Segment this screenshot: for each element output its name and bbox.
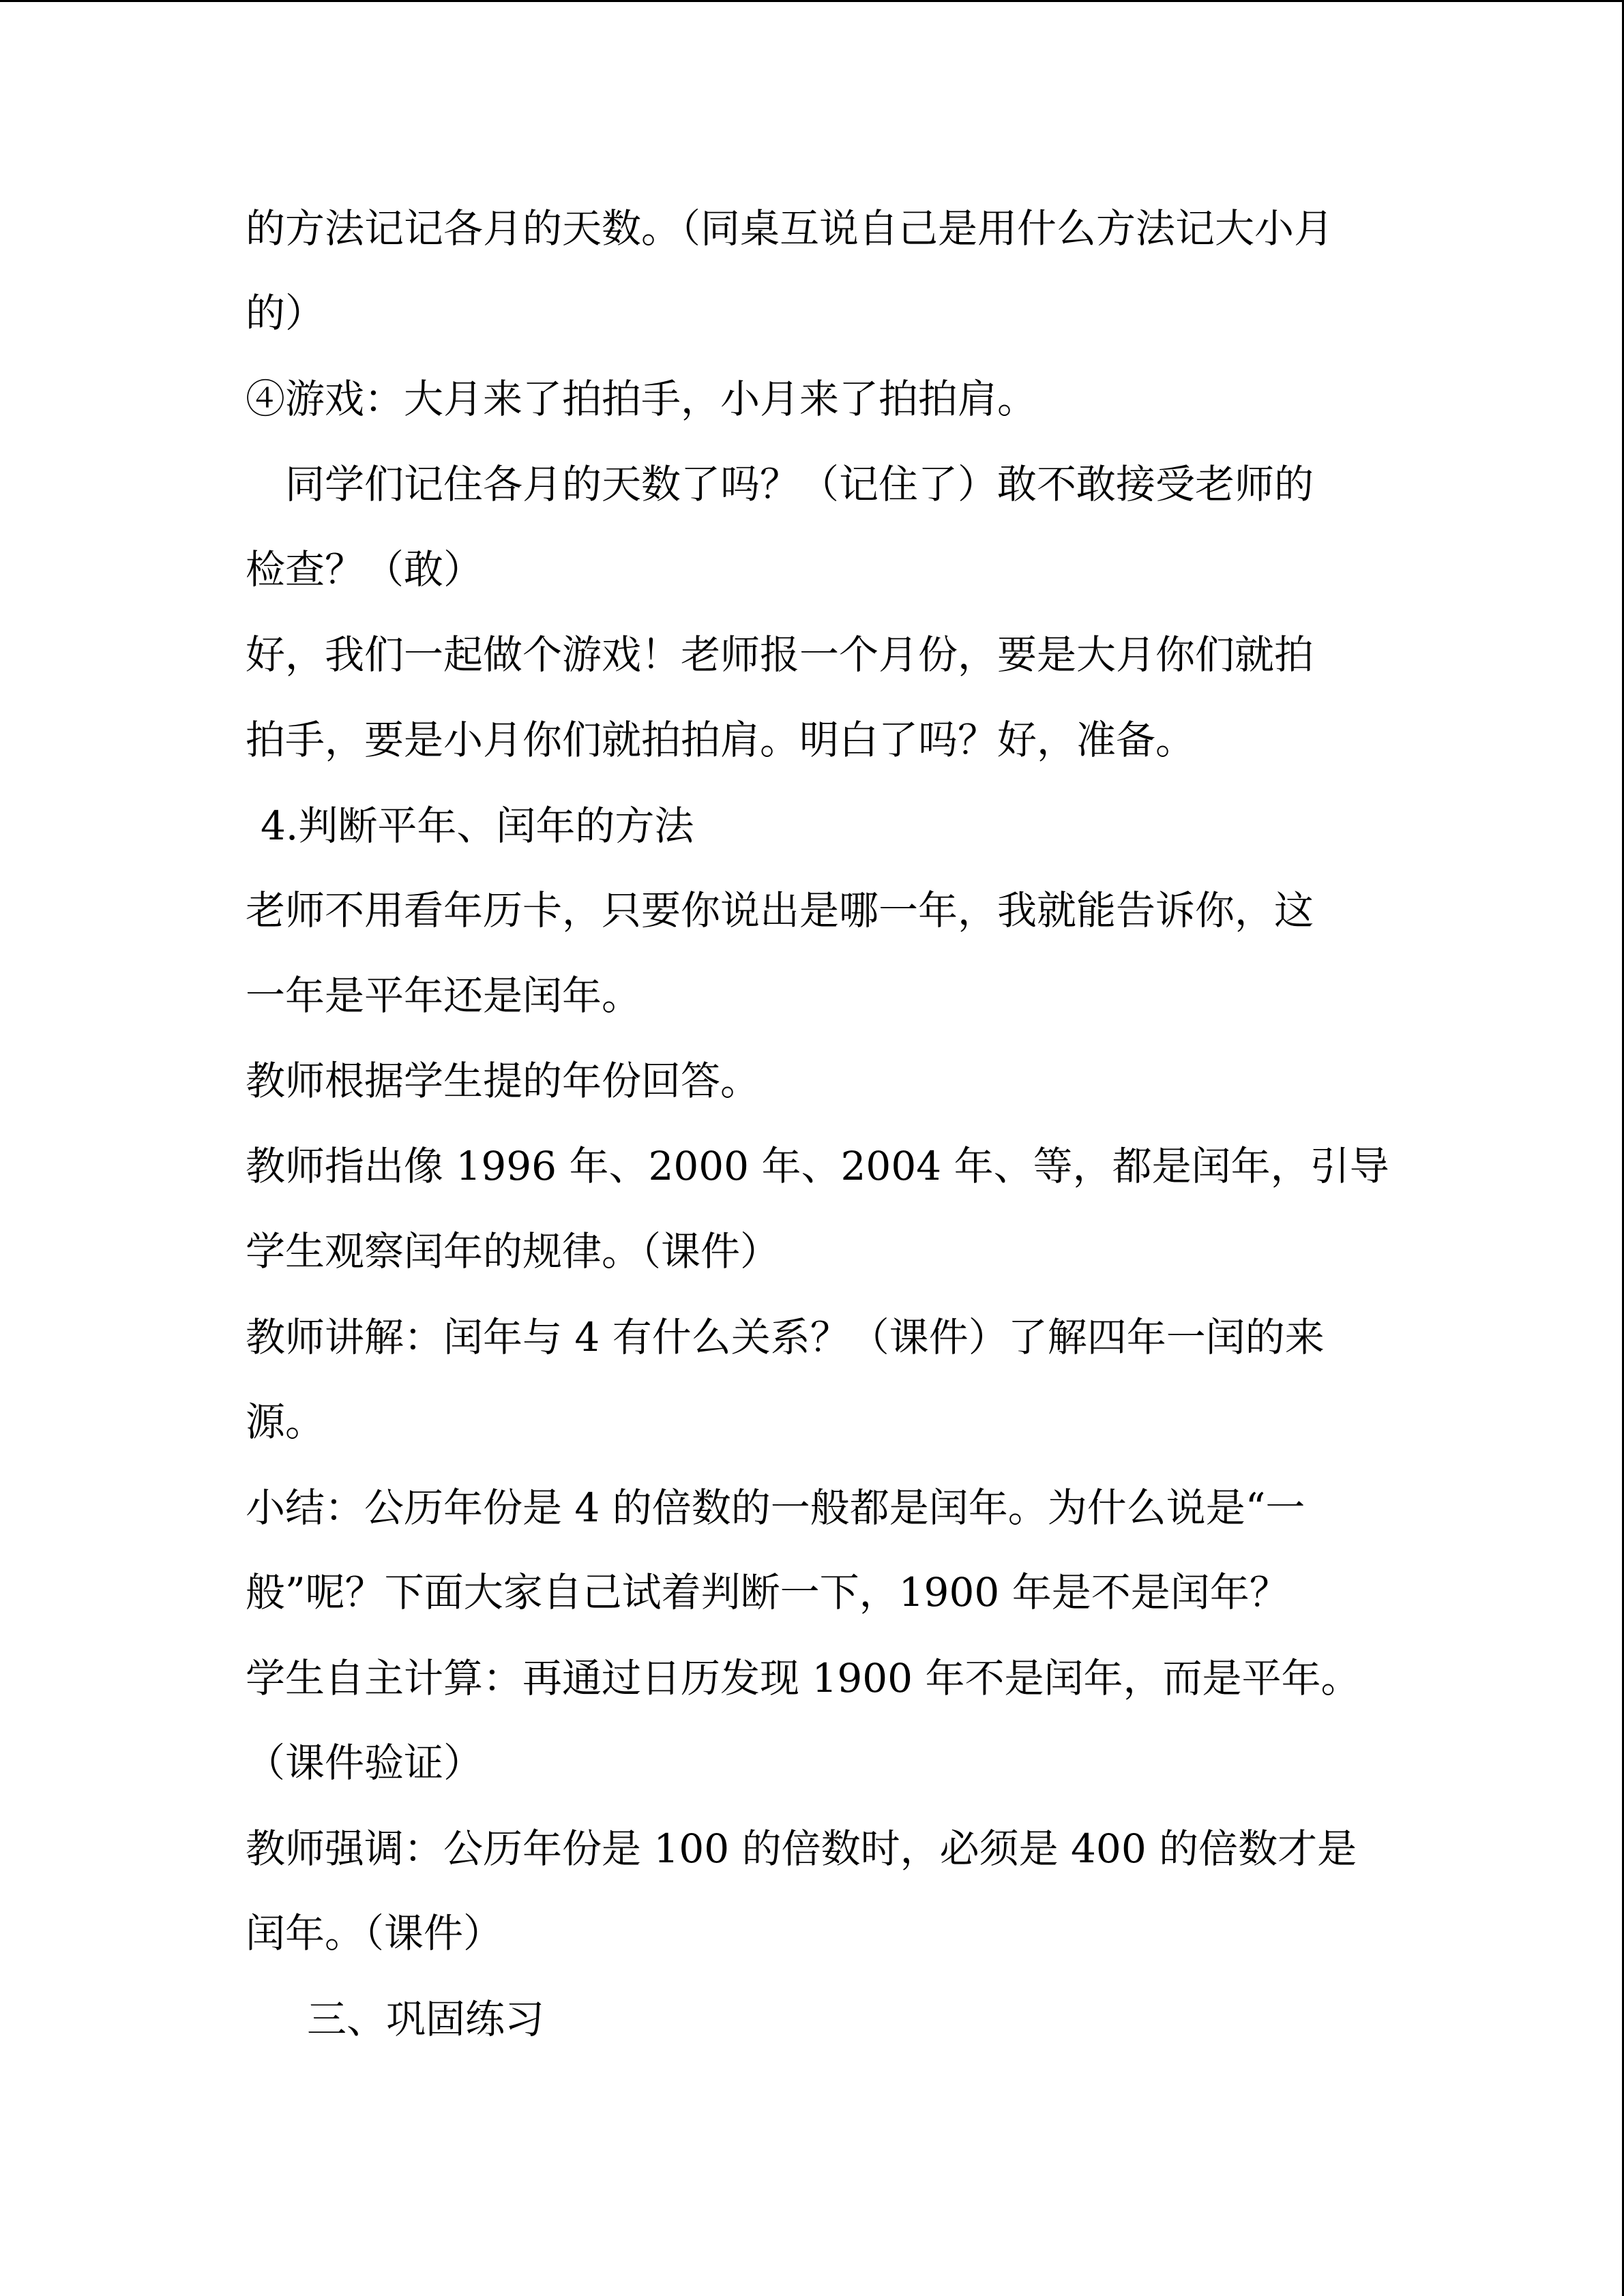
section-heading: 三、巩固练习 [307, 1996, 545, 2042]
text-line: （课件验证） [246, 1740, 484, 1786]
text-line: 教师根据学生提的年份回答。 [246, 1058, 761, 1104]
text-line: 同学们记住各月的天数了吗？（记住了）敢不敢接受老师的 [285, 461, 1314, 507]
text-line: ④游戏：大月来了拍拍手，小月来了拍拍肩。 [246, 376, 1037, 422]
text-line: 的） [246, 290, 325, 336]
page-border-top [0, 0, 1624, 2]
text-line: 学生自主计算：再通过日历发现 1900 年不是闰年，而是平年。 [246, 1655, 1361, 1701]
text-line: 学生观察闰年的规律。（课件） [246, 1228, 780, 1274]
text-line: 般”呢？下面大家自己试着判断一下，1900 年是不是闰年？ [246, 1569, 1289, 1615]
section-heading: 4.判断平年、闰年的方法 [261, 803, 694, 849]
text-line: 教师指出像 1996 年、2000 年、2004 年、等，都是闰年，引导 [246, 1143, 1389, 1189]
text-line: 一年是平年还是闰年。 [246, 972, 642, 1019]
text-line: 小结：公历年份是 4 的倍数的一般都是闰年。为什么说是“一 [246, 1485, 1305, 1531]
text-line: 老师不用看年历卡，只要你说出是哪一年，我就能告诉你，这 [246, 887, 1314, 934]
text-line: 拍手，要是小月你们就拍拍肩。明白了吗？好，准备。 [246, 717, 1196, 763]
text-line: 源。 [246, 1399, 325, 1445]
text-line: 的方法记记各月的天数。（同桌互说自己是用什么方法记大小月 [246, 205, 1334, 252]
text-line: 好，我们一起做个游戏！老师报一个月份，要是大月你们就拍 [246, 631, 1314, 678]
text-line: 教师讲解：闰年与 4 有什么关系？（课件）了解四年一闰的来 [246, 1314, 1325, 1360]
text-line: 检查？（敢） [246, 546, 484, 593]
text-line: 闰年。（课件） [246, 1910, 503, 1956]
text-line: 教师强调：公历年份是 100 的倍数时，必须是 400 的倍数才是 [246, 1825, 1357, 1872]
